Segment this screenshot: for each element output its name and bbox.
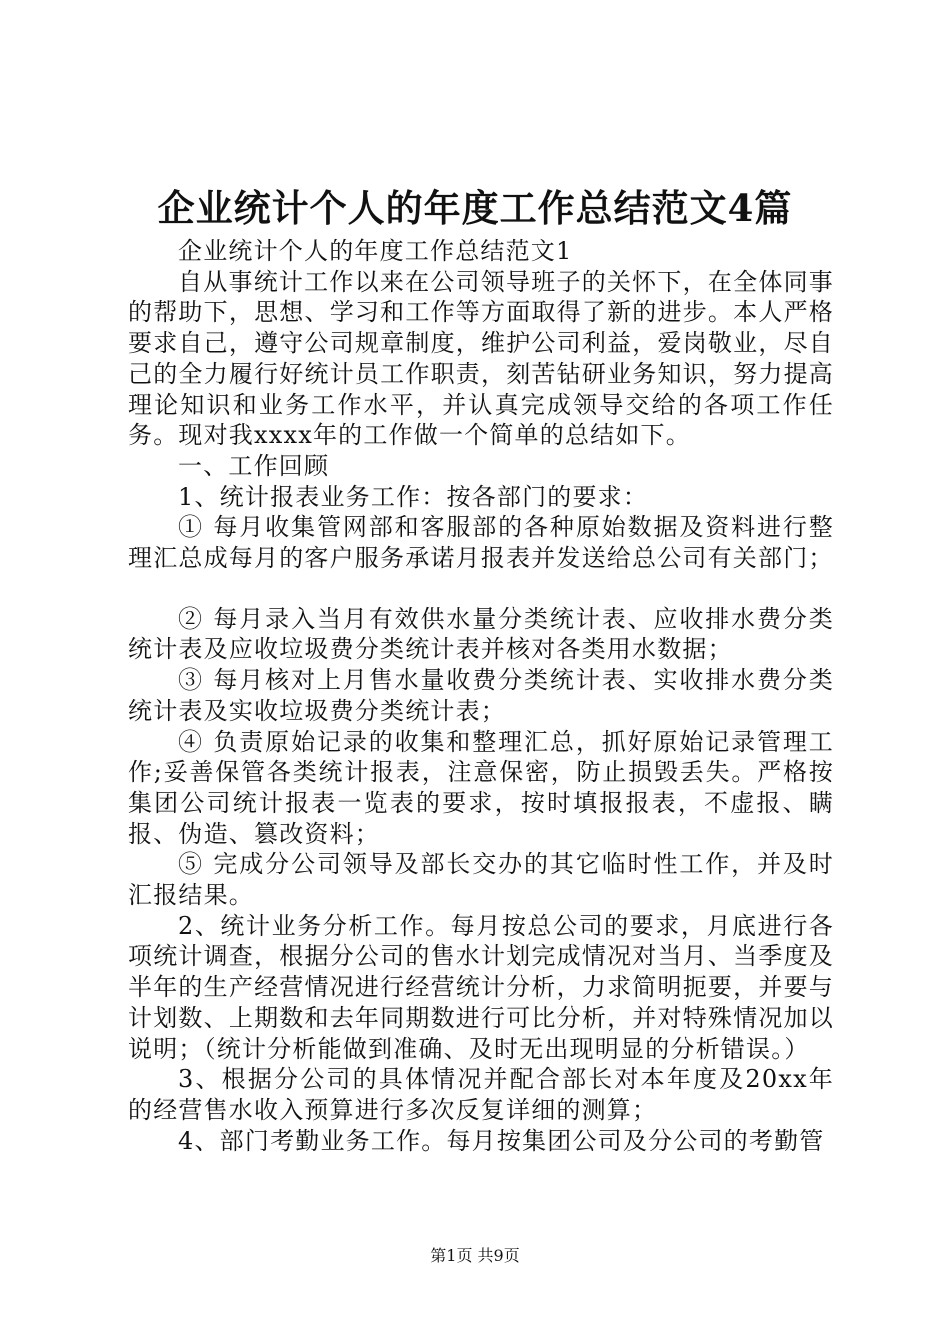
section-subtitle: 企业统计个人的年度工作总结范文1 xyxy=(178,237,573,265)
list-item: ① 每月收集管网部和客服部的各种原始数据及资料进行整理汇总成每月的客户服务承诺月报表并发送给总公司有关部门； xyxy=(128,513,834,573)
document-body xyxy=(128,236,834,1156)
page-number-footer: 第1页 共9页 xyxy=(430,1246,520,1265)
document-title: 企业统计个人的年度工作总结范文4篇 xyxy=(157,186,793,230)
paragraph: 自从事统计工作以来在公司领导班子的关怀下，在全体同事的帮助下，思想、学习和工作等方面取得了新的进步。本人严格要求自己，遵守公司规章制度，维护公司利益，爱岗敬业，尽自己的全力履行好统计员工作职责，刻苦钻研业务知识，努力提高理论知识和业务工作水平，并认真完成领导交给的各项工作任务。现对我xxxx年的工作做一个简单的总结如下。 xyxy=(128,267,834,450)
paragraph: 3、根据分公司的具体情况并配合部长对本年度及20xx年的经营售水收入预算进行多次反复详细的测算； xyxy=(128,1065,834,1124)
paragraph: 4、部门考勤业务工作。每月按集团公司及分公司的考勤管 xyxy=(178,1126,825,1155)
paragraph: 1、统计报表业务工作：按各部门的要求： xyxy=(178,482,649,511)
list-item: ④ 负责原始记录的收集和整理汇总，抓好原始记录管理工作;妥善保管各类统计报表，注意保密，防止损毁丢失。严格按集团公司统计报表一览表的要求，按时填报报表，不虚报、瞒报、伪造、篡改资料； xyxy=(128,727,834,848)
list-item: ③ 每月核对上月售水量收费分类统计表、实收排水费分类统计表及实收垃圾费分类统计表； xyxy=(128,666,834,725)
paragraph: 2、统计业务分析工作。每月按总公司的要求，月底进行各项统计调查，根据分公司的售水计划完成情况对当月、当季度及半年的生产经营情况进行经营统计分析，力求简明扼要，并要与计划数、上期数和去年同期数进行可比分析，并对特殊情况加以说明；（统计分析能做到准确、及时无出现明显的分析错误。） xyxy=(128,911,834,1063)
list-item: ⑤ 完成分公司领导及部长交办的其它临时性工作，并及时汇报结果。 xyxy=(128,850,834,910)
list-item: ② 每月录入当月有效供水量分类统计表、应收排水费分类统计表及应收垃圾费分类统计表并核对各类用水数据； xyxy=(128,604,834,664)
section-heading: 一、工作回顾 xyxy=(178,451,330,480)
